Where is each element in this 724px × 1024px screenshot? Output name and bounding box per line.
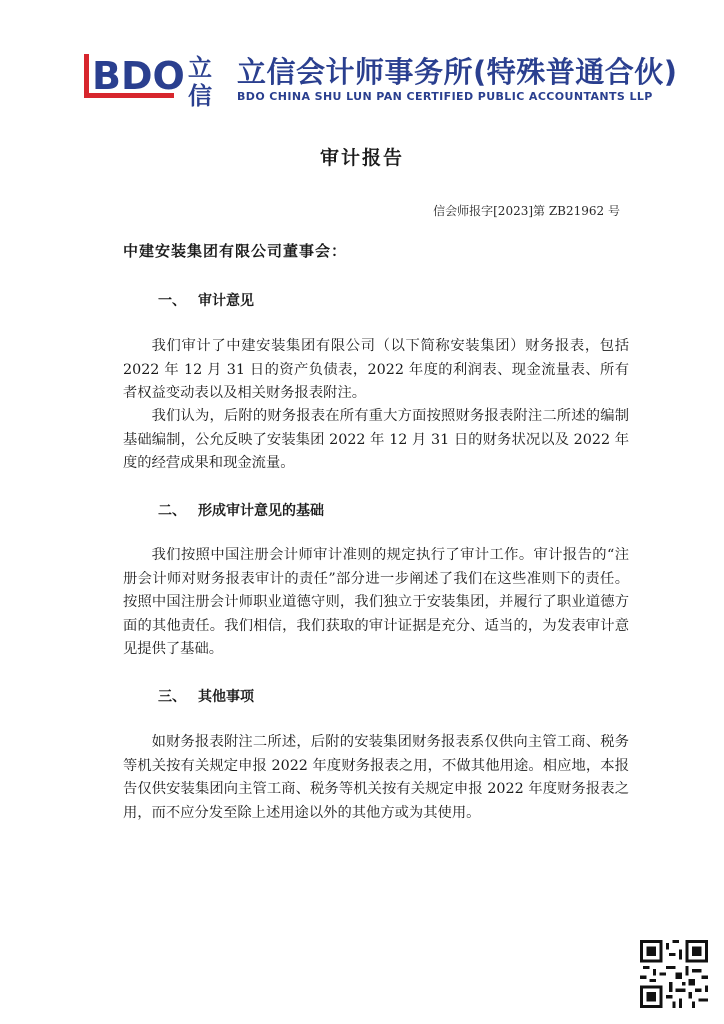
bdo-logo-icon	[82, 46, 230, 108]
firm-name-english: BDO CHINA SHU LUN PAN CERTIFIED PUBLIC ACCOUNTANTS LLP	[237, 90, 653, 103]
svg-text:BDO: BDO	[92, 54, 185, 98]
paragraph: 我们认为，后附的财务报表在所有重大方面按照财务报表附注二所述的编制基础编制，公允反映了安装集团 2022 年 12 月 31 日的财务状况以及 2022 年度的经营成果和现金流量。	[123, 408, 629, 471]
section-number: 三、	[158, 689, 186, 705]
paragraph: 我们审计了中建安装集团有限公司（以下简称安装集团）财务报表，包括 2022 年 12 月 31 日的资产负债表，2022 年度的利润表、现金流量表、所有者权益变动表以及相关财务报表附注。	[123, 338, 629, 401]
section-title: 形成审计意见的基础	[198, 503, 324, 519]
section-number: 二、	[158, 503, 186, 519]
firm-name-chinese: 立信会计师事务所(特殊普通合伙)	[237, 55, 678, 89]
section-heading-other-matters	[158, 686, 254, 706]
section-heading-basis	[158, 500, 324, 520]
qr-code-icon	[640, 940, 708, 1008]
addressee: 中建安装集团有限公司董事会：	[123, 242, 348, 260]
svg-text:信: 信	[188, 81, 212, 108]
section-title: 其他事项	[198, 689, 254, 705]
letterhead	[82, 46, 678, 108]
paragraph: 我们按照中国注册会计师审计准则的规定执行了审计工作。审计报告的“注册会计师对财务报表审计的责任”部分进一步阐述了我们在这些准则下的责任。按照中国注册会计师职业道德守则，我们独立于安装集团，并履行了职业道德方面的其他责任。我们相信，我们获取的审计证据是充分、适当的，为发表审计意见提供了基础。	[123, 547, 629, 657]
report-number: 信会师报字[2023]第 ZB21962 号	[433, 204, 620, 218]
section-number: 一、	[158, 293, 186, 309]
section-heading-opinion	[158, 290, 254, 310]
section-title: 审计意见	[198, 293, 254, 309]
document-title: 审计报告	[319, 147, 404, 169]
paragraph: 如财务报表附注二所述，后附的安装集团财务报表系仅供向主管工商、税务等机关按有关规定申报 2022 年度财务报表之用，不做其他用途。相应地，本报告仅供安装集团向主管工商、税务等机关按有关规定申报 2022 年度财务报表之用，而不应分发至除上述用途以外的其他方或为其使用。	[123, 734, 629, 821]
svg-text:立: 立	[188, 53, 212, 82]
